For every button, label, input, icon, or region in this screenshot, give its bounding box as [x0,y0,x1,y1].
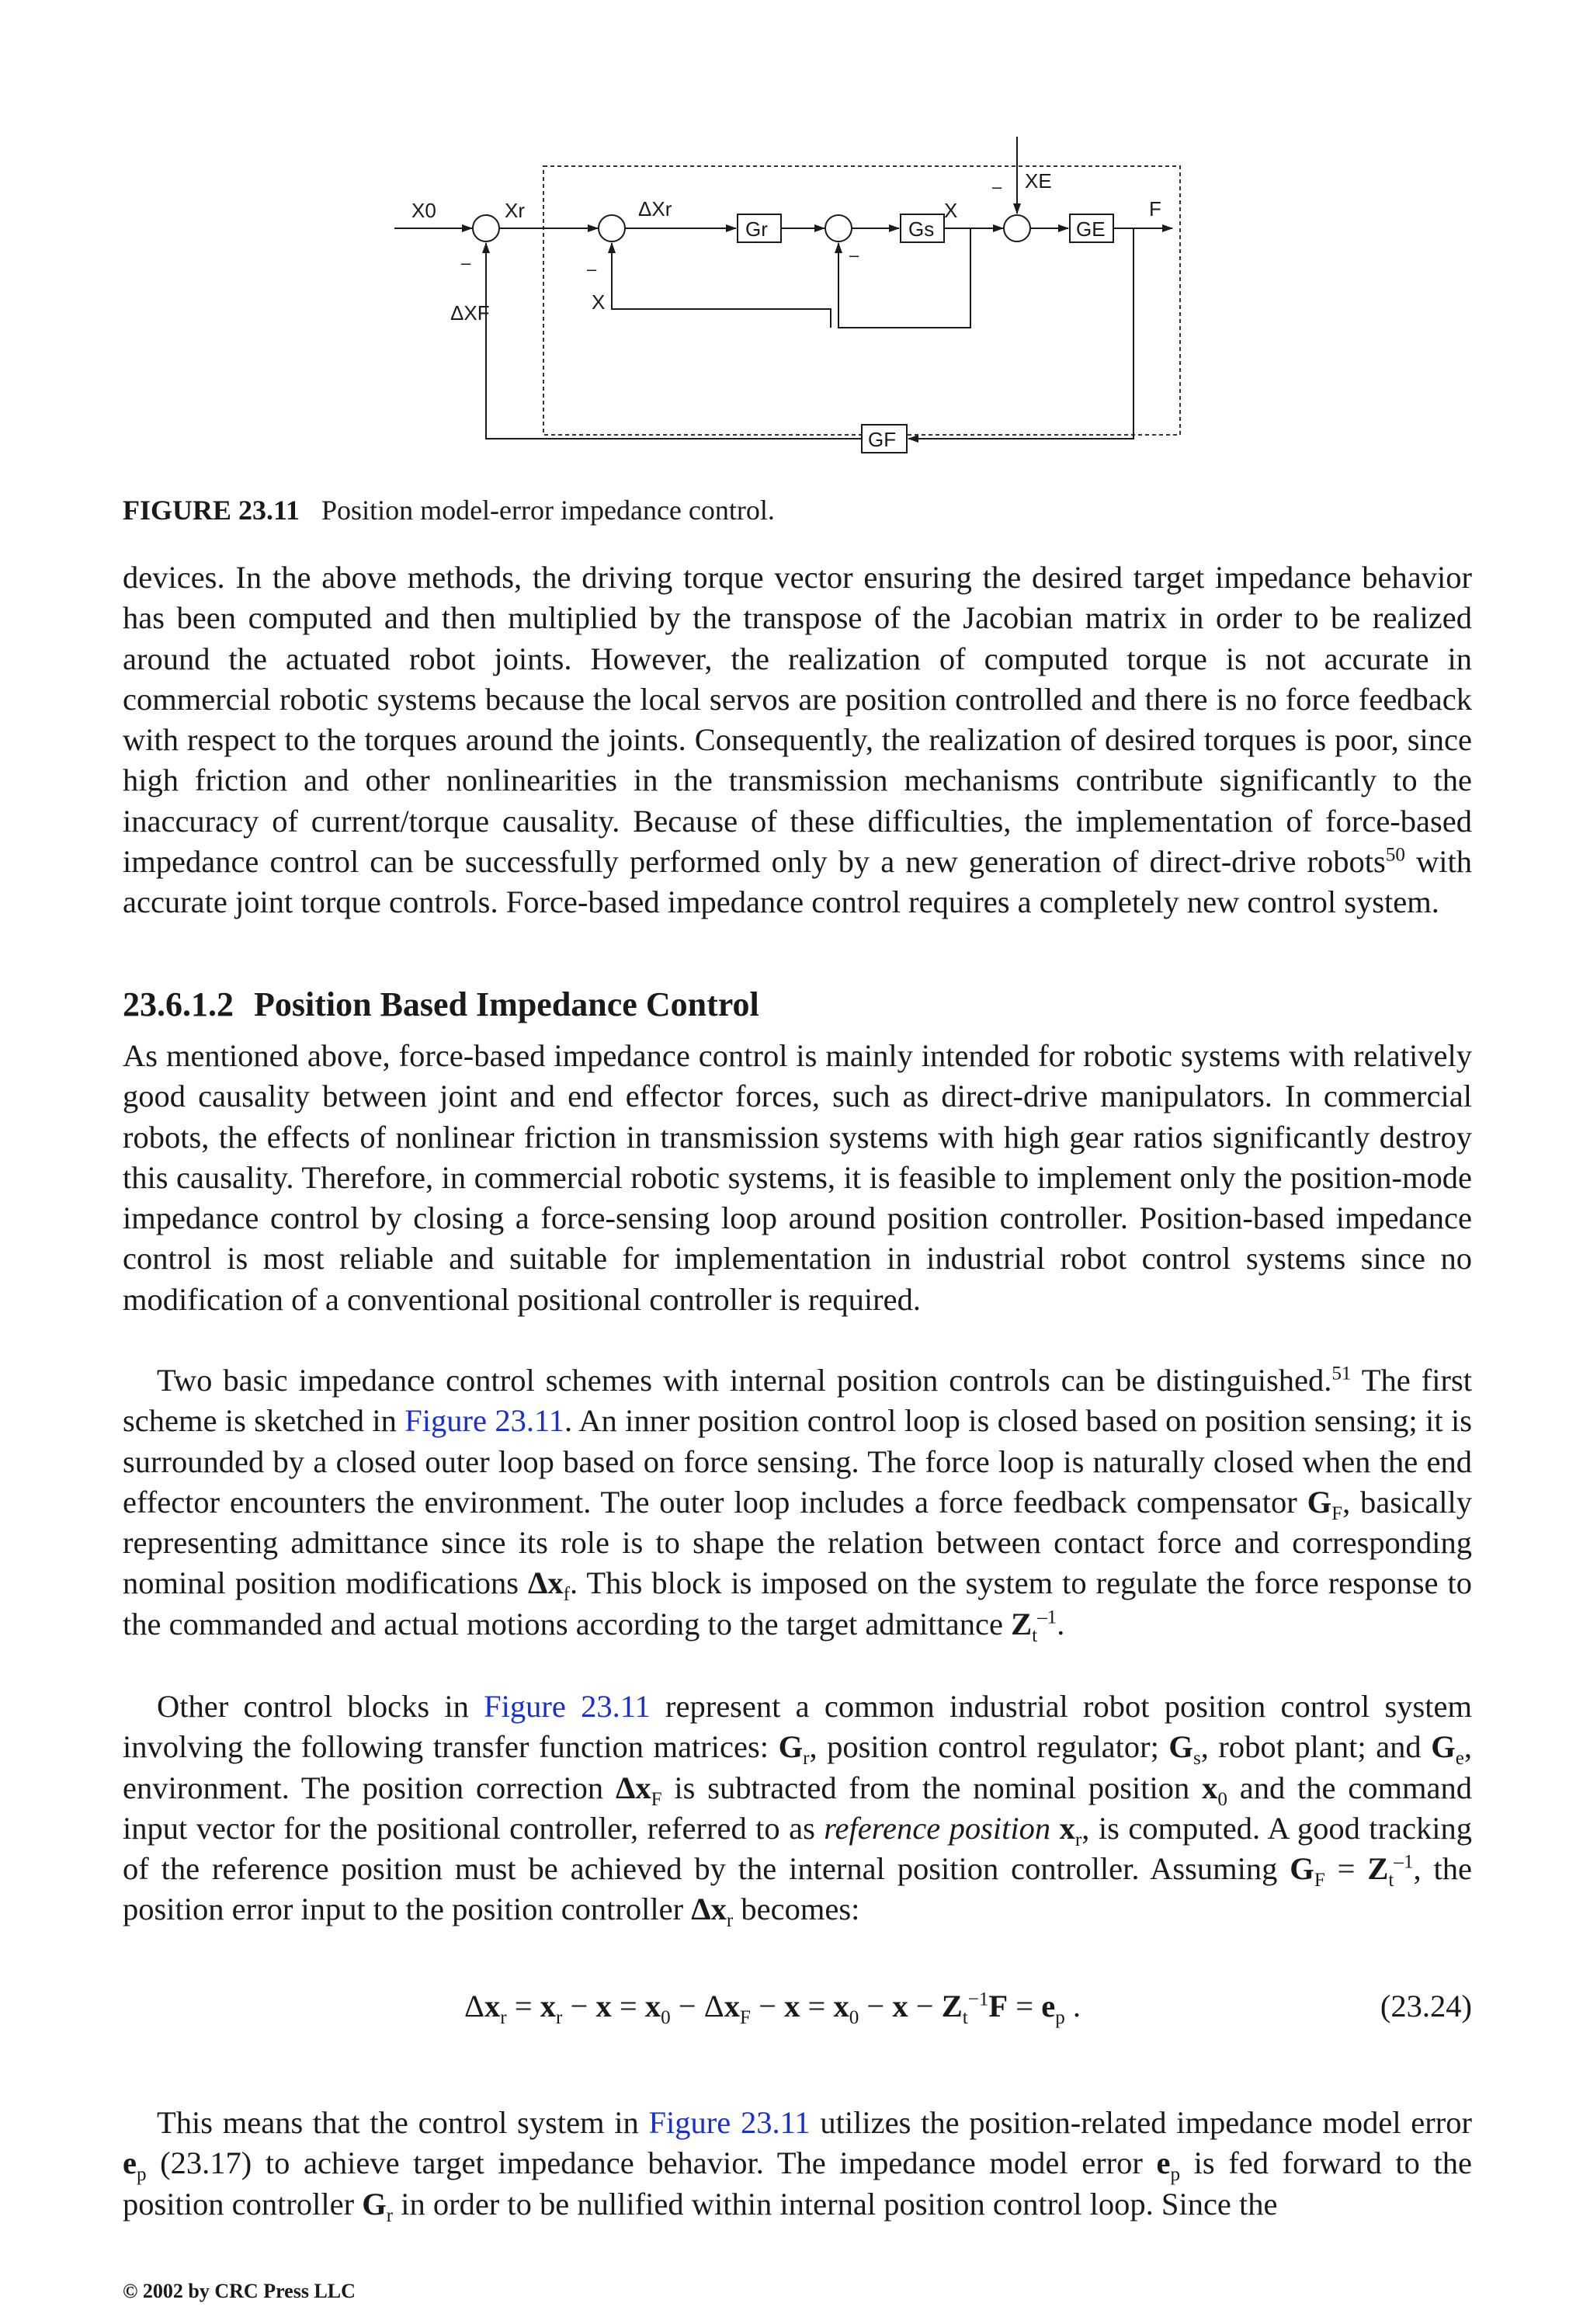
p4-text-b: represent a common industrial robot position control system involving the following transfer function matrices: [123,1689,1472,1765]
summing-junction-1 [473,215,499,241]
summing-junction-2 [599,215,625,241]
paragraph-5-block [123,2103,1472,2225]
p4-text-e: , environment. The position correction [123,1729,1473,1805]
equation-number: (23.24) [1380,1989,1472,2024]
p5-text-d: is fed forward to the position controller [123,2145,1472,2222]
p4-zt-sup: –1 [1394,1851,1414,1873]
p4-gs-sub: s [1192,1748,1201,1770]
minus-sign-1: – [461,253,471,273]
section-number: 23.6.1.2 [123,985,234,1023]
block-diagram-figure [365,130,1219,472]
p3-z: Z [1011,1606,1033,1641]
figure-reference-link[interactable]: Figure 23.11 [648,2105,811,2140]
p4-dxf: Δx [615,1770,651,1805]
p4-dxf-sub: F [651,1788,662,1810]
p4-text-d: , robot plant; and [1200,1729,1432,1765]
paragraph-4-block [123,1687,1472,1930]
p4-gr: G [778,1729,804,1765]
figure-reference-link[interactable]: Figure 23.11 [404,1403,564,1439]
p3-gf: G [1307,1484,1332,1520]
p5-ep2-sub: p [1170,2164,1181,2186]
p3-text-d: , basically representing admittance since its role is to shape the relation between contact force and corresponding nominal position modifications [123,1484,1472,1601]
paragraph-3-block [123,1360,1472,1645]
p5-gr-sub: r [386,2204,394,2226]
minus-sign-4: – [992,177,1002,196]
p3-text-c: . An inner position control loop is closed based on position sensing; it is surrounded by a closed outer loop based on force sensing. The force loop is naturally closed when the end effector encounters the environment. The outer loop includes a force feedback compensator [123,1403,1472,1520]
p3-text-e: . This block is imposed on the system to regulate the force response to the commanded and actual motions according to the target admittance [123,1565,1472,1641]
p4-zt: Z [1367,1851,1389,1887]
p4-ge: G [1431,1729,1456,1765]
p5-text-c: (23.17) to achieve target impedance behavior. The impedance model error [146,2145,1157,2181]
p4-reference-position: reference position [824,1810,1051,1846]
p4-gs: G [1168,1729,1193,1765]
p5-ep2: e [1156,2145,1171,2181]
label-dxf: ΔXF [450,301,490,325]
p4-x0: x [1202,1770,1218,1805]
label-f: F [1149,197,1161,221]
p4-gf-sub: F [1314,1870,1325,1892]
minus-sign-3: – [849,245,859,265]
label-x-output: X [944,199,958,222]
figure-caption [123,494,775,526]
p4-gr-sub: r [803,1748,810,1770]
p3-text-b: The first scheme is sketched in [123,1363,1472,1439]
label-gf: GF [868,428,897,451]
paragraph-1-text: devices. In the above methods, the driving torque vector ensuring the desired target impedance behavior has been computed and then multiplied by the transpose of the Jacobian matrix in order to be realized around the actuated robot joints. However, the realization of computed torque is not accurate in commercial robotic systems because the local servos are position controlled and there is no force feedback with respect to the torques around the joints. Consequently, the realization of desired torques is poor, since high friction and other nonlinearities in the transmission mechanisms contribute significantly to the inaccuracy of current/torque causality. Because of these difficulties, the implementation of force-based impedance control can be successfully performed only by a new generation of direct-drive robots [123,560,1472,880]
p3-text-a: Two basic impedance control schemes with internal position controls can be distinguished. [157,1363,1332,1398]
label-ge: GE [1076,217,1106,241]
paragraph-5 [123,2103,1472,2225]
paragraph-2: As mentioned above, force-based impedance control is mainly intended for robotic systems with relatively good causality between joint and end effector forces, such as direct-drive manipulators. In commercial robots, the effects of nonlinear friction in transmission systems with high gear ratios significantly destroy this causality. Therefore, in commercial robotic systems, it is feasible to implement only the position-mode impedance control by closing a force-sensing loop around position controller. Position-based impedance control is most reliable and suitable for implementation in industrial robot control systems since no modification of a conventional positional controller is required. [123,1038,1472,1317]
paragraph-1-block [123,558,1472,923]
p4-text-c: , position control regulator; [809,1729,1169,1765]
summing-junction-4 [1004,215,1030,241]
p4-gf: G [1290,1851,1314,1887]
equation-23-24 [123,1988,1472,2034]
p3-z-sub: t [1032,1624,1038,1646]
paragraph-3 [123,1360,1472,1645]
label-gs: Gs [908,217,935,241]
label-xr: Xr [505,199,525,222]
p5-gr: G [362,2186,387,2222]
p4-text-j: becomes: [733,1892,860,1927]
label-gr: Gr [745,217,768,241]
p5-ep-sub: p [136,2164,147,2186]
figure-caption-text: Position model-error impedance control. [321,495,775,526]
p4-xr: x [1059,1810,1075,1846]
p4-text-a: Other control blocks in [157,1689,484,1724]
p4-text-h: , is computed. A good tracking of the reference position must be achieved by the internal position controller. Assuming [123,1810,1472,1887]
p5-text-b: utilizes the position-related impedance model error [810,2105,1472,2140]
label-dxr: ΔXr [638,197,672,221]
p4-dxr-sub: r [726,1910,734,1932]
p4-equals: = [1324,1851,1368,1887]
p4-ge-sub: e [1455,1748,1464,1770]
p4-text-i: , the position error input to the position controller [123,1851,1473,1927]
p5-ep: e [123,2145,137,2181]
paragraph-1 [123,558,1472,923]
p4-xr-sub: r [1074,1829,1082,1850]
label-xe: XE [1025,169,1052,193]
paragraph-4 [123,1687,1472,1930]
equation-body: $\Delta x_r = x_r - x = x_0 - \Delta x_F - x = x_0 - x - Z_t^{-1}F = e_p$ . [464,1989,1081,2029]
citation-50: 50 [1385,844,1405,866]
p4-text-f: is subtracted from the nominal position [661,1770,1203,1805]
p4-text-g: and the command input vector for the positional controller, referred to as [123,1770,1472,1846]
p3-z-sup: –1 [1037,1607,1057,1628]
paragraph-1-end: with accurate joint torque controls. Force-based impedance control requires a completely new control system. [123,844,1472,920]
section-heading [123,985,759,1024]
minus-sign-2: – [587,259,597,279]
p3-dx-sub: f [563,1584,571,1606]
p3-dx: Δx [527,1565,564,1601]
block-diagram-svg [365,130,1219,472]
p4-dxr: Δx [691,1892,727,1927]
p3-gf-sub: F [1331,1502,1343,1524]
figure-caption-label: FIGURE 23.11 [123,495,300,526]
p3-text-f: . [1057,1606,1065,1641]
p4-zt-sub: t [1388,1870,1394,1892]
p5-text-a: This means that the control system in [157,2105,649,2140]
label-x0: X0 [411,199,436,222]
p5-text-e: in order to be nullified within internal position control loop. Since the [393,2186,1278,2222]
p4-x0-sub: 0 [1217,1788,1227,1810]
copyright-footer: © 2002 by CRC Press LLC [123,2280,356,2302]
label-x-feedback: X [592,290,606,314]
paragraph-2-block [123,1036,1472,1320]
section-title: Position Based Impedance Control [254,985,759,1023]
figure-reference-link[interactable]: Figure 23.11 [484,1689,651,1724]
summing-junction-3 [825,215,852,241]
citation-51: 51 [1331,1363,1352,1384]
